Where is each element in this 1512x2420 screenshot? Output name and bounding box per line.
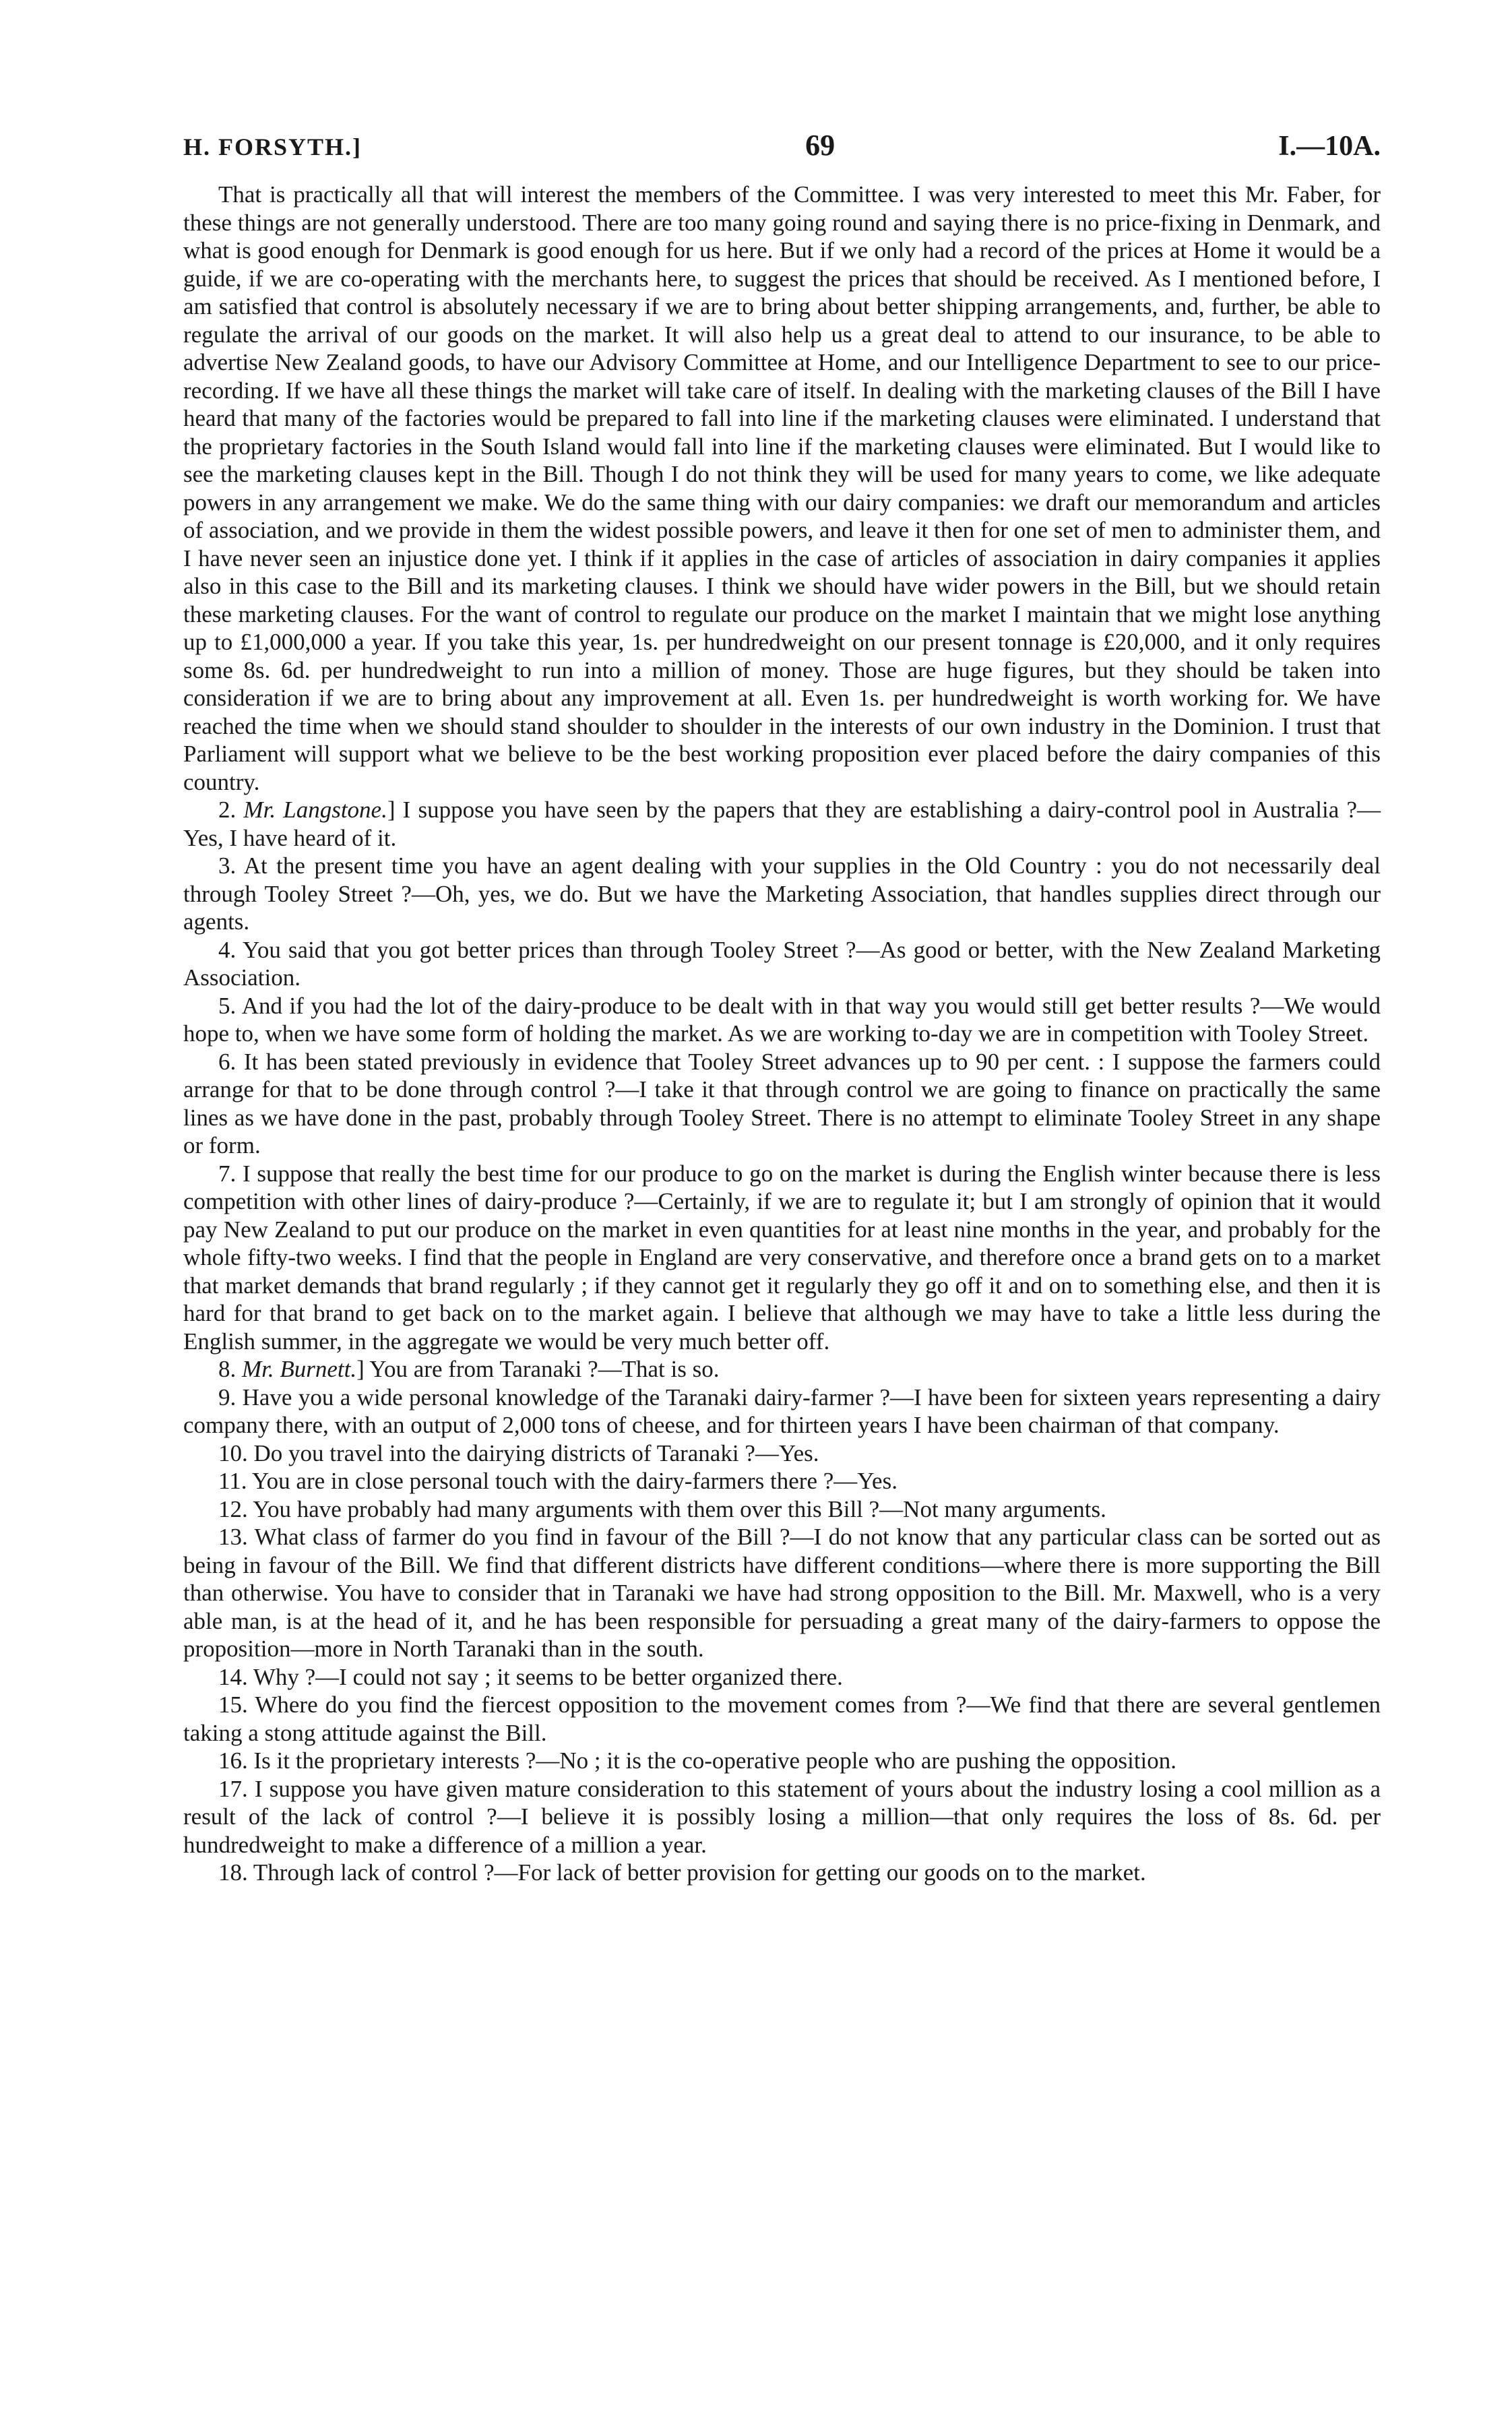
- paragraph: That is practically all that will interest the members of the Committee. I was very interested to meet this Mr. Faber, for these things are not generally understood. There are too many going round and saying there is no price-fixing in Denmark, and what is good enough for Denmark is good enough for us here. But if we only had a record of the prices at Home it would be a guide, if we are co-operating with the merchants here, to suggest the prices that should be received. As I mentioned before, I am satisfied that control is absolutely necessary if we are to bring about better shipping arrangements, and, further, be able to regulate the arrival of our goods on the market. It will also help us a great deal to attend to our insurance, to be able to advertise New Zealand goods, to have our Advisory Committee at Home, and our Intelligence Department to see to our price-recording. If we have all these things the market will take care of itself. In dealing with the marketing clauses of the Bill I have heard that many of the factories would be prepared to fall into line if the marketing clauses were eliminated. I understand that the proprietary factories in the South Island would fall into line if the marketing clauses were eliminated. But I would like to see the marketing clauses kept in the Bill. Though I do not think they will be used for many years to come, we like adequate powers in any arrangement we make. We do the same thing with our dairy companies: we draft our memorandum and articles of association, and we provide in them the widest possible powers, and leave it then for one set of men to administer them, and I have never seen an injustice done yet. I think if it applies in the case of articles of association in dairy companies it applies also in this case to the Bill and its marketing clauses. I think we should have wider powers in the Bill, but we should retain these marketing clauses. For the want of control to regulate our produce on the market I maintain that we might lose anything up to £1,000,000 a year. If you take this year, 1s. per hundredweight on our present tonnage is £20,000, and it only requires some 8s. 6d. per hundredweight to run into a million of money. Those are huge figures, but they should be taken into consideration if we are to bring about any improvement at all. Even 1s. per hundredweight is worth working for. We have reached the time when we should stand shoulder to shoulder in the interests of our own industry in the Dominion. I trust that Parliament will support what we believe to be the best working proposition ever placed before the dairy companies of this country.: [183, 181, 1381, 795]
- paper-reference: I.—10A.: [1278, 131, 1381, 162]
- speaker-name: Mr. Langstone.: [243, 797, 387, 823]
- paragraph: 5. And if you had the lot of the dairy-produce to be dealt with in that way you would still get better results ?—We would hope to, when we have some form of holding the market. As we are working to-day we are in competition with Tooley Street.: [183, 992, 1381, 1047]
- paragraph: 14. Why ?—I could not say ; it seems to be better organized there.: [218, 1663, 843, 1690]
- paragraph: 10. Do you travel into the dairying districts of Taranaki ?—Yes.: [218, 1439, 819, 1466]
- page-number: 69: [805, 129, 836, 162]
- paragraph: 8. Mr. Burnett.] You are from Taranaki ?—That is so.: [218, 1356, 720, 1382]
- paragraph: 2. Mr. Langstone.] I suppose you have seen by the papers that they are establishing a dairy-control pool in Australia ?—Yes, I have heard of it.: [183, 797, 1381, 851]
- paragraph: 4. You said that you got better prices than through Tooley Street ?—As good or better, with the New Zealand Marketing Association.: [183, 936, 1381, 991]
- speaker-name: Mr. Burnett.: [242, 1356, 357, 1382]
- witness-name: H. FORSYTH.]: [183, 133, 363, 160]
- paragraph: 16. Is it the proprietary interests ?—No ; it is the co-operative people who are pushing the opposition.: [218, 1747, 1177, 1774]
- paragraph: 15. Where do you find the fiercest opposition to the movement comes from ?—We find that there are several gentlemen taking a stong attitude against the Bill.: [183, 1692, 1381, 1746]
- paragraph: 11. You are in close personal touch with the dairy-farmers there ?—Yes.: [218, 1468, 897, 1494]
- paragraph: 3. At the present time you have an agent dealing with your supplies in the Old Country : you do not necessarily deal through Tooley Street ?—Oh, yes, we do. But we have the Marketing Association, that handles supplies direct through our agents.: [183, 852, 1381, 935]
- evidence-text: [183, 181, 1381, 1887]
- page-header: [183, 128, 1381, 167]
- paragraph: 6. It has been stated previously in evidence that Tooley Street advances up to 90 per cent. : I suppose the farmers could arrange for that to be done through control ?—I take it that through control we are going to finance on practically the same lines as we have done in the past, probably through Tooley Street. There is no attempt to eliminate Tooley Street in any shape or form.: [183, 1048, 1381, 1158]
- paragraph: 7. I suppose that really the best time for our produce to go on the market is during the English winter because there is less competition with other lines of dairy-produce ?—Certainly, if we are to regulate it; but I am strongly of opinion that it would pay New Zealand to put our produce on the market in even quantities for at least nine months in the year, and probably for the whole fifty-two weeks. I find that the people in England are very conservative, and therefore once a brand gets on to a market that market demands that brand regularly ; if they cannot get it regularly they go off it and on to something else, and then it is hard for that brand to get back on to the market again. I believe that although we may have to take a little less during the English summer, in the aggregate we would be very much better off.: [183, 1160, 1381, 1355]
- paragraph: 17. I suppose you have given mature consideration to this statement of yours about the industry losing a cool million as a result of the lack of control ?—I believe it is possibly losing a million—that only requires the loss of 8s. 6d. per hundredweight to make a difference of a million a year.: [183, 1775, 1381, 1858]
- paragraph: 9. Have you a wide personal knowledge of the Taranaki dairy-farmer ?—I have been for sixteen years representing a dairy company there, with an output of 2,000 tons of cheese, and for thirteen years I have been chairman of that company.: [183, 1384, 1381, 1438]
- paragraph: 13. What class of farmer do you find in favour of the Bill ?—I do not know that any particular class can be sorted out as being in favour of the Bill. We find that different districts have different conditions—where there is more supporting the Bill than otherwise. You have to consider that in Taranaki we have had strong opposition to the Bill. Mr. Maxwell, who is a very able man, is at the head of it, and he has been responsible for persuading a great many of the dairy-farmers to oppose the proposition—more in North Taranaki than in the south.: [183, 1524, 1381, 1662]
- paragraph: 12. You have probably had many arguments with them over this Bill ?—Not many arguments.: [218, 1495, 1106, 1522]
- paragraph: 18. Through lack of control ?—For lack of better provision for getting our goods on to the market.: [218, 1859, 1146, 1886]
